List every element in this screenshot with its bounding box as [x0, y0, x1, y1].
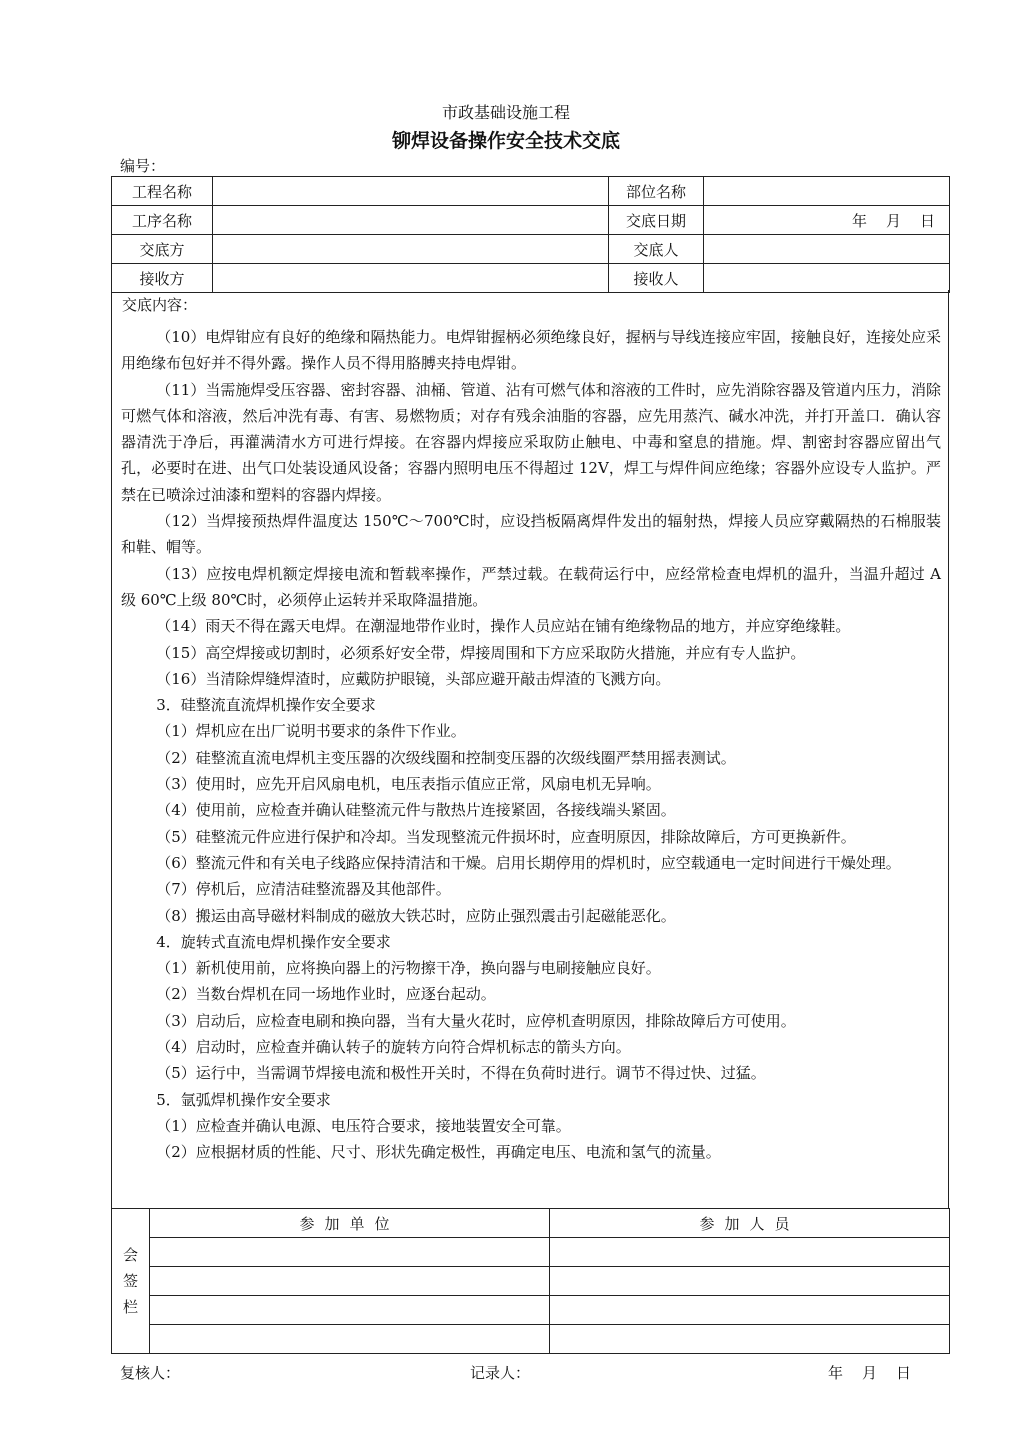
- content-paragraph: （10）电焊钳应有良好的绝缘和隔热能力。电焊钳握柄必须绝缘良好，握柄与导线连接应牢固，接触良好，连接处应采用绝缘布包好并不得外露。操作人员不得用胳膊夹持电焊钳。: [121, 328, 941, 373]
- date-label: 交底日期: [609, 206, 704, 235]
- content-paragraph: （3）启动后，应检查电刷和换向器，当有大量火花时，应停机查明原因，排除故障后方可使用。: [156, 1011, 796, 1030]
- process-name-label: 工序名称: [112, 206, 213, 235]
- content-paragraph: （11）当需施焊受压容器、密封容器、油桶、管道、沾有可燃气体和溶液的工件时，应先消除容器及管道内压力，消除可燃气体和溶液，然后冲洗有毒、有害、易燃物质；对存有残余油脂的容器，应先用蒸汽、碱水冲洗，并打开盖口．确认容器清洗于净后，再灌满清水方可进行焊接。在容器内焊接应采取防止触电、中毒和窒息的措施。焊、割密封容器应留出气孔，必要时在进、出气口处装设通风设备；容器内照明电压不得超过 12V，焊工与焊件间应绝缘；容器外应设专人监护。严禁在已喷涂过油漆和塑料的容器内焊接。: [121, 380, 941, 504]
- content-paragraph: （3）使用时，应先开启风扇电机，电压表指示值应正常，风扇电机无异响。: [156, 775, 661, 794]
- content-paragraph: （4）启动时，应检查并确认转子的旋转方向符合焊机标志的箭头方向。: [156, 1038, 631, 1057]
- part-name-label: 部位名称: [609, 177, 704, 206]
- content-paragraph: （4）使用前，应检查并确认硅整流元件与散热片连接紧固，各接线端头紧固。: [156, 801, 676, 820]
- content-paragraph: （16）当清除焊缝焊渣时，应戴防护眼镜，头部应避开敲击焊渣的飞溅方向。: [156, 669, 671, 688]
- unit-field[interactable]: [150, 1296, 550, 1325]
- document-title: 铆焊设备操作安全技术交底: [391, 130, 620, 152]
- part-name-field[interactable]: [704, 177, 950, 206]
- unit-field[interactable]: [150, 1267, 550, 1296]
- countersign-table: [111, 1208, 950, 1354]
- date-field[interactable]: 年 月 日: [704, 206, 950, 235]
- receiver-label: 接收方: [112, 264, 213, 293]
- person-header: 参加人员: [550, 1209, 950, 1238]
- person-field[interactable]: [550, 1267, 950, 1296]
- recorder-label: 记录人：: [470, 1364, 531, 1382]
- receiver-person-label: 接收人: [609, 264, 704, 293]
- countersign-side-label: [112, 1209, 150, 1354]
- content-body: [121, 324, 941, 1166]
- content-paragraph: （13）应按电焊机额定焊接电流和暂载率操作，严禁过载。在载荷运行中，应经常检查电焊机的温升，当温升超过 A 级 60℃上级 80℃时，必须停止运转并采取降温措施。: [121, 564, 941, 609]
- unit-field[interactable]: [150, 1325, 550, 1354]
- document-subtitle: 市政基础设施工程: [441, 103, 570, 122]
- content-paragraph: （5）运行中，当需调节焊接电流和极性开关时，不得在负荷时进行。调节不得过快、过猛。: [156, 1064, 766, 1083]
- countersign-row: [112, 1238, 950, 1267]
- giver-person-field[interactable]: [704, 235, 950, 264]
- giver-label: 交底方: [112, 235, 213, 264]
- content-paragraph: （2）应根据材质的性能、尺寸、形状先确定极性，再确定电压、电流和氢气的流量。: [156, 1143, 721, 1162]
- countersign-row: [112, 1267, 950, 1296]
- section-heading: 5．氩弧焊机操作安全要求: [156, 1090, 331, 1109]
- content-label: 交底内容：: [122, 296, 198, 314]
- footer-date: 年 月 日: [828, 1364, 914, 1382]
- content-paragraph: （7）停机后，应清洁硅整流器及其他部件。: [156, 880, 451, 899]
- section-heading: 4．旋转式直流电焊机操作安全要求: [156, 932, 391, 951]
- giver-person-label: 交底人: [609, 235, 704, 264]
- info-row-process: [112, 206, 950, 235]
- project-name-field[interactable]: [213, 177, 609, 206]
- content-paragraph: （8）搬运由高导磁材料制成的磁放大铁芯时，应防止强烈震击引起磁能恶化。: [156, 906, 676, 925]
- content-paragraph: （1）应检查并确认电源、电压符合要求，接地装置安全可靠。: [156, 1116, 571, 1135]
- content-paragraph: （2）硅整流直流电焊机主变压器的次级线圈和控制变压器的次级线圈严禁用摇表测试。: [156, 748, 736, 767]
- process-name-field[interactable]: [213, 206, 609, 235]
- person-field[interactable]: [550, 1296, 950, 1325]
- person-field[interactable]: [550, 1325, 950, 1354]
- receiver-field[interactable]: [213, 264, 609, 293]
- info-row-project: [112, 177, 950, 206]
- countersign-header-row: [112, 1209, 950, 1238]
- content-paragraph: （1）焊机应在出厂说明书要求的条件下作业。: [156, 722, 466, 741]
- content-paragraph: （6）整流元件和有关电子线路应保持清洁和干燥。启用长期停用的焊机时，应空载通电一定时间进行干燥处理。: [156, 853, 901, 872]
- info-row-giver: [112, 235, 950, 264]
- content-paragraph: （5）硅整流元件应进行保护和冷却。当发现整流元件损坏时，应查明原因，排除故障后，方可更换新件。: [156, 827, 856, 846]
- project-name-label: 工程名称: [112, 177, 213, 206]
- giver-field[interactable]: [213, 235, 609, 264]
- countersign-row: [112, 1325, 950, 1354]
- content-paragraph: （2）当数台焊机在同一场地作业时，应逐台起动。: [156, 985, 496, 1004]
- serial-number-label: 编号：: [120, 157, 166, 175]
- content-paragraph: （14）雨天不得在露天电焊。在潮湿地带作业时，操作人员应站在铺有绝缘物品的地方，并应穿绝缘鞋。: [156, 617, 851, 636]
- countersign-row: [112, 1296, 950, 1325]
- receiver-person-field[interactable]: [704, 264, 950, 293]
- info-row-receiver: [112, 264, 950, 293]
- info-table: [111, 176, 950, 293]
- content-section: [111, 290, 949, 1208]
- countersign-side-text: 会 签 栏: [122, 1246, 138, 1316]
- person-field[interactable]: [550, 1238, 950, 1267]
- content-paragraph: （12）当焊接预热焊件温度达 150℃～700℃时，应设挡板隔离焊件发出的辐射热，焊接人员应穿戴隔热的石棉服装和鞋、帽等。: [121, 512, 941, 557]
- section-heading: 3．硅整流直流焊机操作安全要求: [156, 696, 376, 715]
- reviewer-label: 复核人：: [120, 1364, 181, 1382]
- unit-header: 参加单位: [150, 1209, 550, 1238]
- unit-field[interactable]: [150, 1238, 550, 1267]
- content-paragraph: （1）新机使用前，应将换向器上的污物擦干净，换向器与电刷接触应良好。: [156, 959, 661, 978]
- content-paragraph: （15）高空焊接或切割时，必须系好安全带，焊接周围和下方应采取防火措施，并应有专人监护。: [156, 643, 806, 662]
